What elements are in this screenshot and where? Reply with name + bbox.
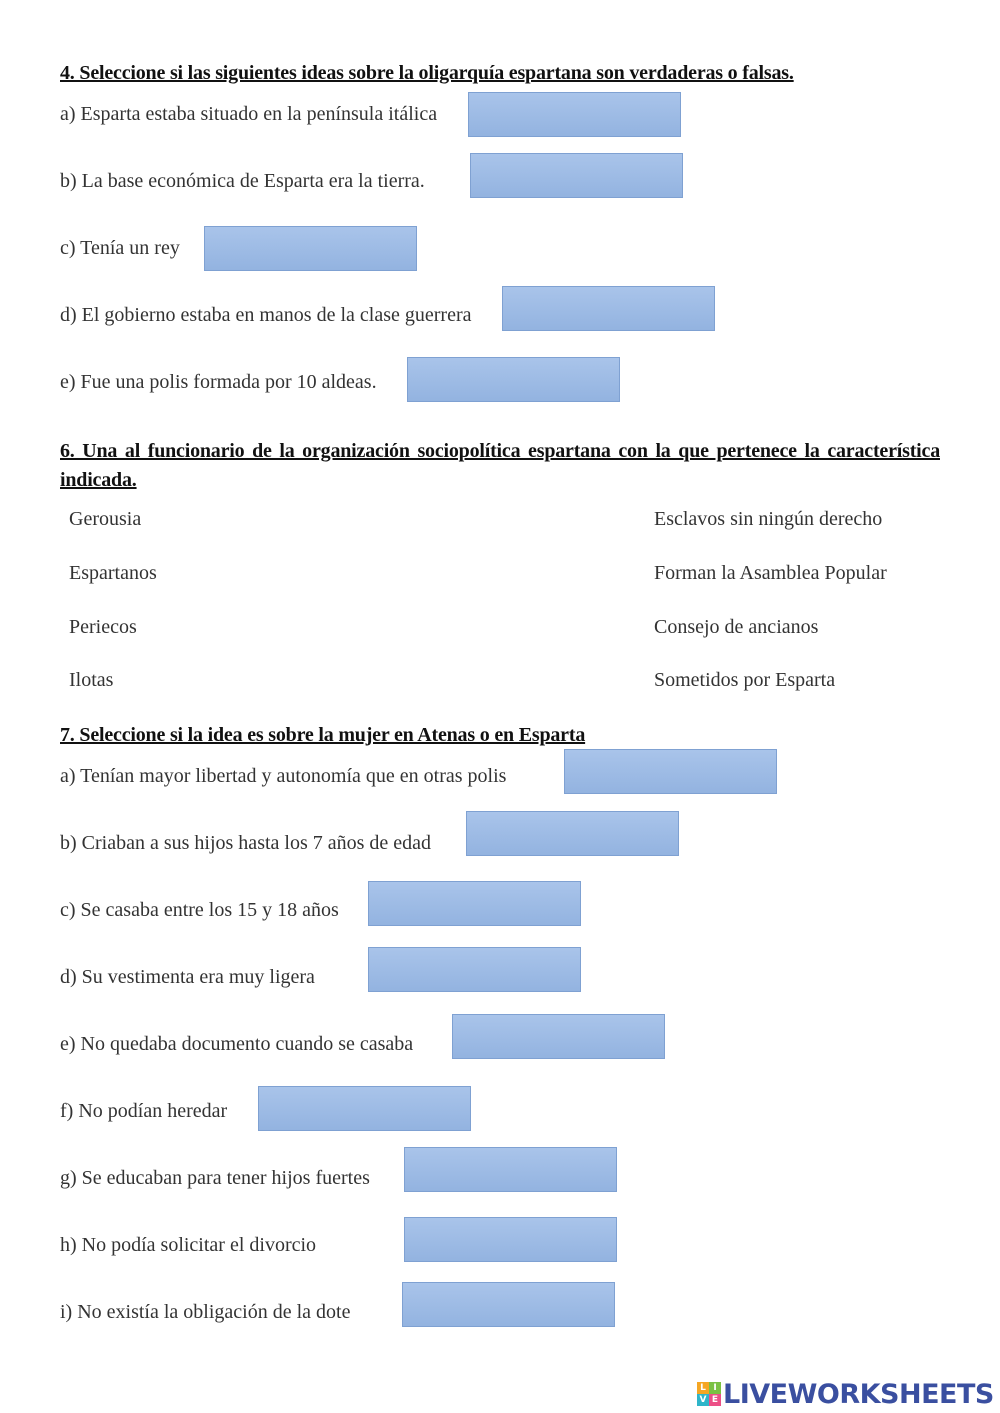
logo-mark-letter: V xyxy=(697,1394,709,1406)
liveworksheets-logo xyxy=(697,1378,994,1410)
answer-box-7e[interactable] xyxy=(452,1014,665,1059)
section-4-heading: 4. Seleccione si las siguientes ideas sobre la oligarquía espartana son verdaderas o falsas. xyxy=(60,62,794,84)
answer-box-7h[interactable] xyxy=(404,1217,617,1262)
match-right-item[interactable]: Consejo de ancianos xyxy=(654,616,819,638)
question-4b: b) La base económica de Esparta era la tierra. xyxy=(60,170,425,192)
match-left-item[interactable]: Periecos xyxy=(69,616,137,638)
logo-text: LIVEWORKSHEETS xyxy=(723,1378,994,1410)
answer-box-4b[interactable] xyxy=(470,153,683,198)
question-7i: i) No existía la obligación de la dote xyxy=(60,1301,351,1323)
question-7e: e) No quedaba documento cuando se casaba xyxy=(60,1033,414,1055)
question-4e: e) Fue una polis formada por 10 aldeas. xyxy=(60,371,377,393)
question-7c: c) Se casaba entre los 15 y 18 años xyxy=(60,899,339,921)
answer-box-7a[interactable] xyxy=(564,749,777,794)
liveworksheets-logo-icon xyxy=(697,1382,721,1406)
match-right-item[interactable]: Forman la Asamblea Popular xyxy=(654,562,887,584)
question-7h: h) No podía solicitar el divorcio xyxy=(60,1234,317,1256)
answer-box-7f[interactable] xyxy=(258,1086,471,1131)
question-7f: f) No podían heredar xyxy=(60,1100,228,1122)
answer-box-7c[interactable] xyxy=(368,881,581,926)
question-7d: d) Su vestimenta era muy ligera xyxy=(60,966,315,988)
answer-box-7d[interactable] xyxy=(368,947,581,992)
question-7b: b) Criaban a sus hijos hasta los 7 años de edad xyxy=(60,832,432,854)
answer-box-7g[interactable] xyxy=(404,1147,617,1192)
answer-box-4e[interactable] xyxy=(407,357,620,402)
logo-mark-letter: L xyxy=(697,1382,709,1394)
match-left-item[interactable]: Espartanos xyxy=(69,562,157,584)
answer-box-7b[interactable] xyxy=(466,811,679,856)
answer-box-7i[interactable] xyxy=(402,1282,615,1327)
match-right-item[interactable]: Esclavos sin ningún derecho xyxy=(654,508,883,530)
match-right-item[interactable]: Sometidos por Esparta xyxy=(654,669,836,691)
answer-box-4a[interactable] xyxy=(468,92,681,137)
answer-box-4d[interactable] xyxy=(502,286,715,331)
answer-box-4c[interactable] xyxy=(204,226,417,271)
section-7-heading: 7. Seleccione si la idea es sobre la mujer en Atenas o en Esparta xyxy=(60,724,586,746)
question-7g: g) Se educaban para tener hijos fuertes xyxy=(60,1167,370,1189)
question-4a: a) Esparta estaba situado en la península itálica xyxy=(60,103,438,125)
question-4d: d) El gobierno estaba en manos de la clase guerrera xyxy=(60,304,472,326)
question-4c: c) Tenía un rey xyxy=(60,237,180,259)
logo-mark-letter: I xyxy=(709,1382,721,1394)
logo-mark-letter: E xyxy=(709,1394,721,1406)
section-6-heading: 6. Una al funcionario de la organización sociopolítica espartana con la que pertenece la característica indicada. xyxy=(60,440,940,491)
match-left-item[interactable]: Gerousia xyxy=(69,508,142,530)
match-left-item[interactable]: Ilotas xyxy=(69,669,114,691)
question-7a: a) Tenían mayor libertad y autonomía que en otras polis xyxy=(60,765,507,787)
